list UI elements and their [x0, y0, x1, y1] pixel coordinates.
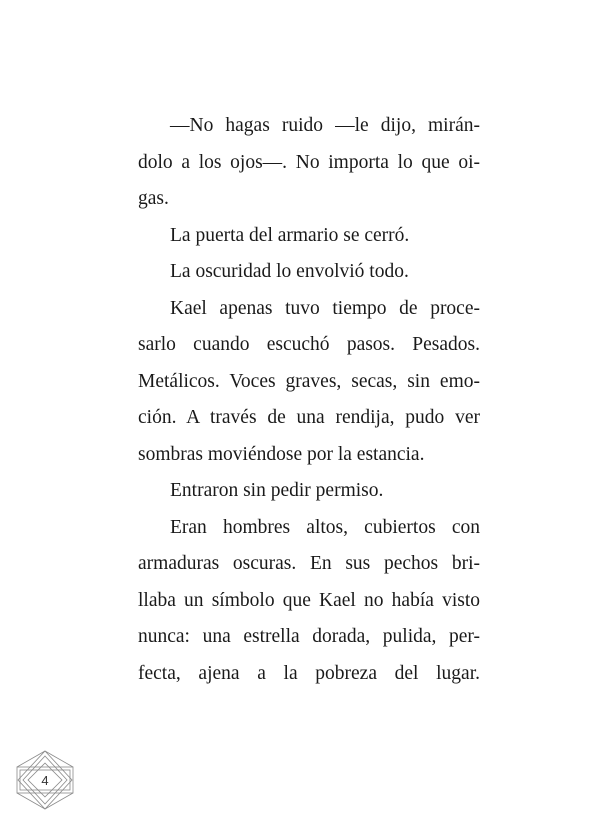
text-line: Metálicos. Voces graves, secas, sin emo- — [138, 370, 480, 392]
text-line: La puerta del armario se cerró. — [170, 224, 410, 246]
text-line: sarlo cuando escuchó pasos. Pesados. — [138, 334, 480, 355]
body-text — [138, 108, 480, 692]
text-line: Entraron sin pedir permiso. — [170, 480, 384, 501]
text-line: fecta, ajena a la pobreza del lugar. — [138, 662, 480, 684]
text-line: sombras moviéndose por la estancia. — [138, 443, 425, 465]
text-line: llaba un símbolo que Kael no había visto — [138, 589, 480, 611]
text-line: armaduras oscuras. En sus pechos bri- — [138, 553, 480, 574]
text-line: Kael apenas tuvo tiempo de proce- — [170, 297, 480, 319]
text-line: dolo a los ojos—. No importa lo que oi- — [138, 151, 480, 173]
page-number: 4 — [41, 773, 49, 788]
text-line: ción. A través de una rendija, pudo ver — [138, 407, 480, 428]
text-line: Eran hombres altos, cubiertos con — [170, 516, 480, 538]
text-line: gas. — [138, 188, 169, 209]
text-line: nunca: una estrella dorada, pulida, per- — [138, 626, 480, 647]
text-line: —No hagas ruido —le dijo, mirán- — [170, 115, 480, 136]
text-line: La oscuridad lo envolvió todo. — [170, 261, 409, 282]
page-number-ornament — [14, 749, 76, 811]
